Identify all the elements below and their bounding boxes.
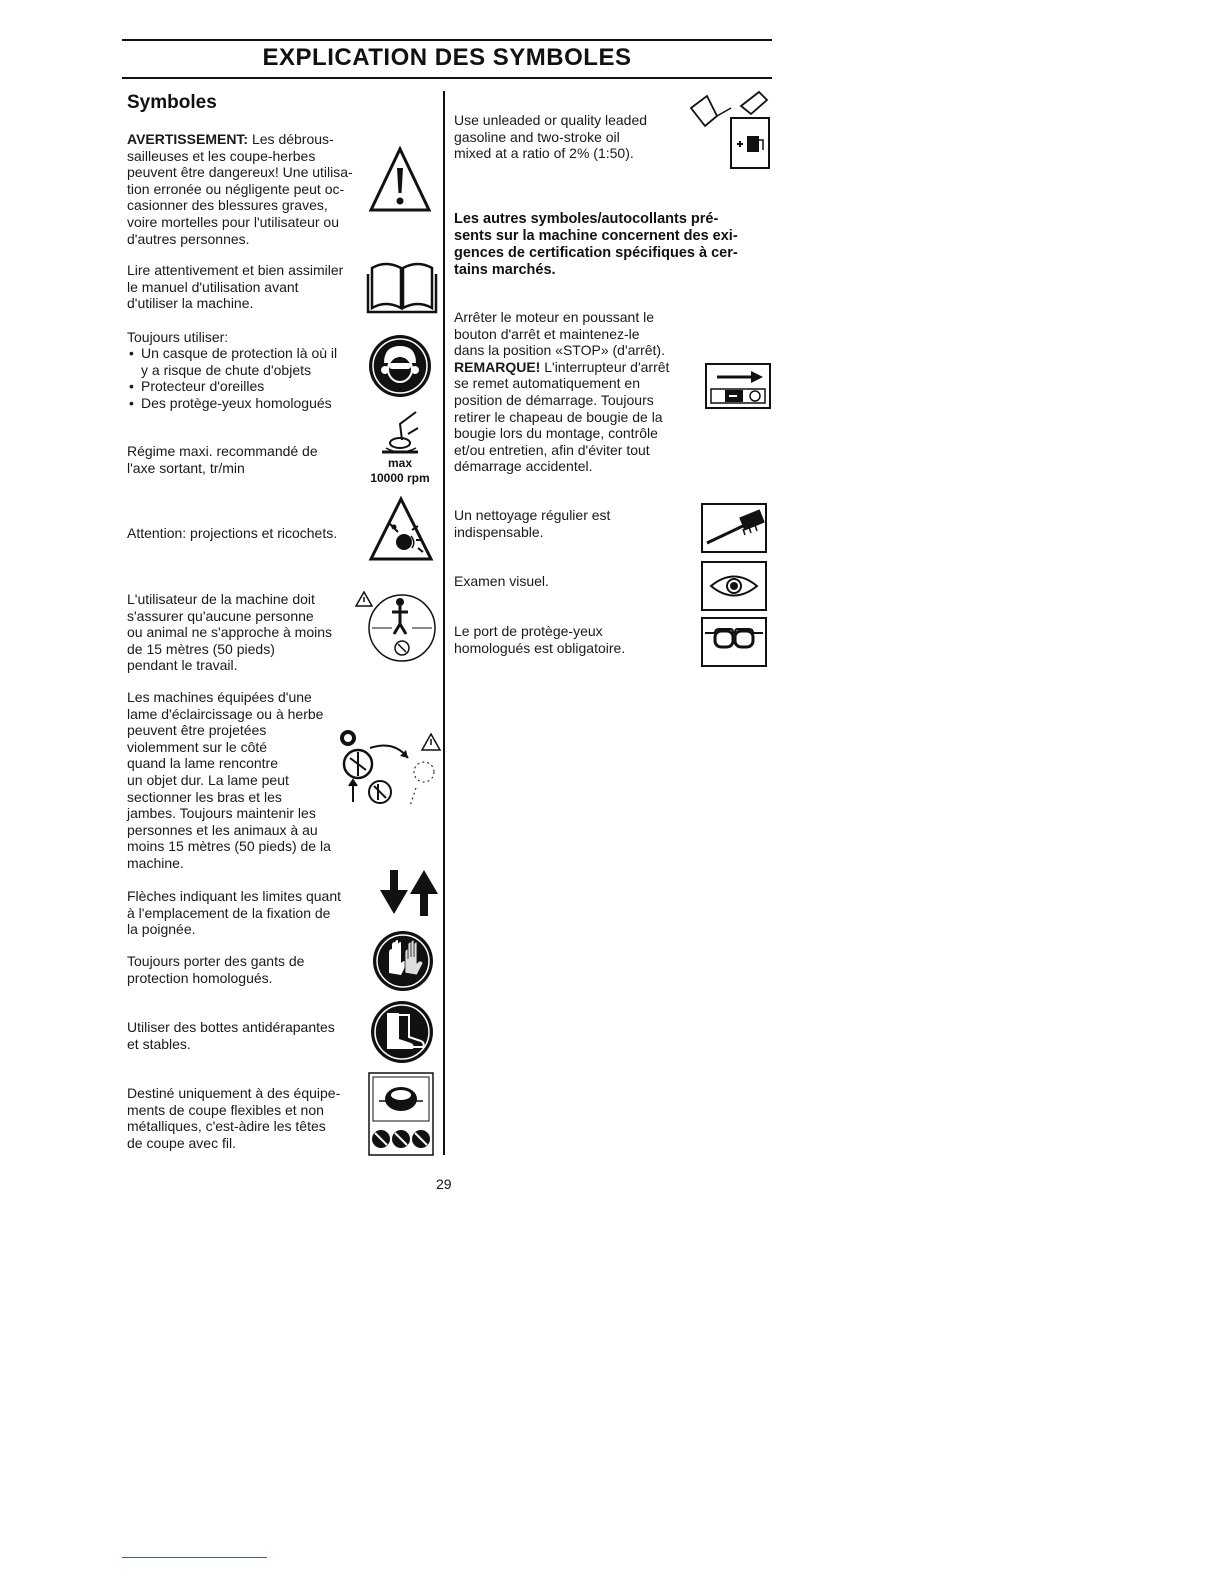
page-number: 29 bbox=[436, 1176, 452, 1192]
helmet-ear-eye-protection-icon bbox=[367, 333, 433, 399]
stop-note-label: REMARQUE! bbox=[454, 358, 541, 375]
stop-text bbox=[454, 309, 704, 475]
protection-item: • Protecteur d'oreilles bbox=[127, 378, 367, 395]
protection-item: • Des protège-yeux homologués bbox=[127, 395, 367, 412]
protective-gloves-icon bbox=[371, 929, 435, 993]
other-symbols-text: Les autres symboles/autocollants pré- sents sur la machine concernent des exi- gences de certification spécifiques à cer- tains marchés. bbox=[454, 211, 738, 278]
protection-intro: Toujours utiliser: bbox=[127, 329, 229, 345]
warning-triangle-icon bbox=[368, 146, 432, 214]
stop-switch-icon bbox=[705, 363, 771, 409]
manual-book-icon bbox=[366, 258, 438, 314]
stop-note: L'interrupteur d'arrêt se remet automatiquement en position de démarrage. Toujours retirer le chapeau de bougie de la bougie lors du montage, contrôle et/ou entretien, afin d'éviter tout démarrage accidentel. bbox=[454, 358, 670, 475]
distance-15m-icon bbox=[352, 590, 438, 664]
projection-warning-icon bbox=[368, 496, 434, 562]
projections-text: Attention: projections et ricochets. bbox=[127, 525, 338, 541]
boots-text: Utiliser des bottes antidérapantes et stables. bbox=[127, 1019, 335, 1052]
fuel-text: Use unleaded or quality leaded gasoline and two-stroke oil mixed at a ratio of 2% (1:50). bbox=[454, 112, 648, 162]
handle-limit-arrows-icon bbox=[372, 868, 444, 918]
footer-link-underline bbox=[122, 1557, 267, 1558]
warning-body: Les débrous- sailleuses et les coupe-herbes peuvent être dangereux! Une utilisa- tion erronée ou négligente peut oc- casionner des blessures graves, voire mortelles pour l'utilisateur ou d'autres personnes. bbox=[127, 131, 353, 247]
flexible-text: Destiné uniquement à des équipe- ments de coupe flexibles et non métalliques, c'est-àdire les têtes de coupe avec fil. bbox=[127, 1085, 341, 1151]
manual-text: Lire attentivement et bien assimiler le manuel d'utilisation avant d'utiliser la machine. bbox=[127, 262, 344, 312]
cleaning-text: Un nettoyage régulier est indispensable. bbox=[454, 507, 611, 540]
flexible-cutting-only-icon bbox=[367, 1071, 435, 1157]
speed-text: Régime maxi. recommandé de l'axe sortant, tr/min bbox=[127, 443, 318, 476]
cleaning-brush-icon bbox=[701, 503, 767, 553]
goggles-text: Le port de protège-yeux homologués est obligatoire. bbox=[454, 623, 626, 656]
title-top-rule bbox=[122, 39, 772, 41]
protection-item: • Un casque de protection là où il y a risque de chute d'objets bbox=[127, 345, 367, 378]
warning-text bbox=[127, 131, 367, 247]
page-title: EXPLICATION DES SYMBOLES bbox=[262, 44, 632, 71]
distance-text: L'utilisateur de la machine doit s'assurer qu'aucune personne ou animal ne s'approche à moins de 15 mètres (50 pieds) pendant le travail. bbox=[127, 591, 333, 674]
warning-label: AVERTISSEMENT: bbox=[127, 131, 249, 147]
arrows-text: Flèches indiquant les limites quant à l'emplacement de la fixation de la poignée. bbox=[127, 888, 342, 938]
blade-thrust-warning-icon bbox=[336, 726, 444, 822]
trimmer-head-speed-icon bbox=[378, 410, 424, 458]
section-heading: Symboles bbox=[127, 92, 217, 113]
visual-inspection-eye-icon bbox=[701, 561, 767, 611]
speed-rpm-label: 10000 rpm bbox=[370, 471, 430, 485]
gloves-text: Toujours porter des gants de protection homologués. bbox=[127, 953, 305, 986]
stop-instructions: Arrêter le moteur en poussant le bouton d'arrêt et maintenez-le dans la position «STOP» (d'arrêt). bbox=[454, 309, 665, 359]
visual-text: Examen visuel. bbox=[454, 573, 549, 589]
speed-max-label: max bbox=[387, 456, 413, 470]
fuel-mixture-icon bbox=[687, 88, 773, 170]
title-bottom-rule bbox=[122, 77, 772, 79]
blade-text: Les machines équipées d'une lame d'éclaircissage ou à herbe peuvent être projetées violemment sur le côté quand la lame rencontre un objet dur. La lame peut sectionner les bras et les jambes. Toujours maintenir les personnes et les animaux à au moins 15 mètres (50 pieds) de la machine. bbox=[127, 689, 331, 871]
protection-list bbox=[127, 345, 367, 411]
safety-goggles-icon bbox=[701, 617, 767, 667]
safety-boots-icon bbox=[369, 999, 435, 1065]
column-divider bbox=[443, 91, 445, 1155]
